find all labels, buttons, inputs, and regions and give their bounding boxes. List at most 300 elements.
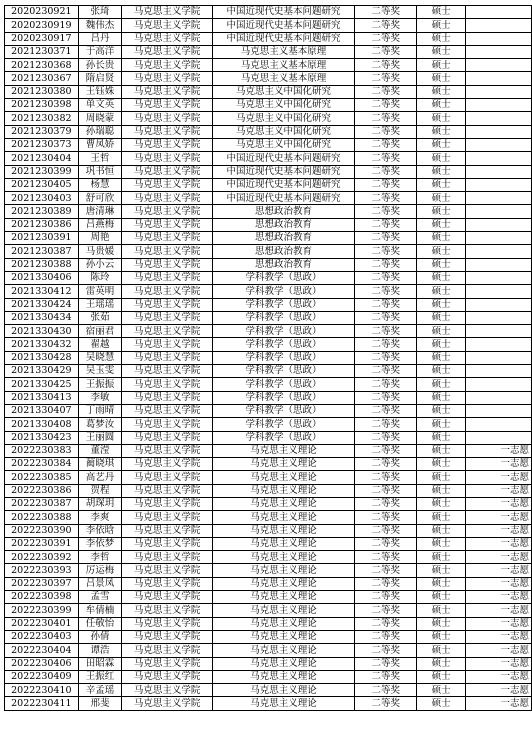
name-cell: 吕景凤 bbox=[78, 577, 122, 590]
major-cell: 马克思主义理论 bbox=[212, 670, 354, 683]
major-cell: 马克思主义基本原理 bbox=[212, 72, 354, 85]
note-cell bbox=[465, 165, 531, 178]
college-cell: 马克思主义学院 bbox=[122, 604, 212, 617]
degree-cell: 硕士 bbox=[417, 351, 465, 364]
student-id-cell: 2022230393 bbox=[5, 564, 79, 577]
table-row bbox=[5, 298, 532, 311]
name-cell: 李哲 bbox=[78, 551, 122, 564]
college-cell: 马克思主义学院 bbox=[122, 45, 212, 58]
major-cell: 马克思主义中国化研究 bbox=[212, 85, 354, 98]
name-cell: 雷英明 bbox=[78, 285, 122, 298]
major-cell: 学科教学（思政） bbox=[212, 404, 354, 417]
table-row bbox=[5, 458, 532, 471]
name-cell: 单文英 bbox=[78, 99, 122, 112]
table-row bbox=[5, 178, 532, 191]
student-id-cell: 2022230410 bbox=[5, 684, 79, 697]
college-cell: 马克思主义学院 bbox=[122, 218, 212, 231]
college-cell: 马克思主义学院 bbox=[122, 684, 212, 697]
degree-cell: 硕士 bbox=[417, 311, 465, 324]
table-row bbox=[5, 657, 532, 670]
college-cell: 马克思主义学院 bbox=[122, 85, 212, 98]
college-cell: 马克思主义学院 bbox=[122, 471, 212, 484]
table-row bbox=[5, 684, 532, 697]
note-cell bbox=[465, 418, 531, 431]
note-cell bbox=[465, 19, 531, 32]
name-cell: 王钰姝 bbox=[78, 85, 122, 98]
note-cell bbox=[465, 311, 531, 324]
college-cell: 马克思主义学院 bbox=[122, 511, 212, 524]
table-row bbox=[5, 192, 532, 205]
table-row bbox=[5, 418, 532, 431]
student-id-cell: 2022230388 bbox=[5, 511, 79, 524]
table-row bbox=[5, 391, 532, 404]
degree-cell: 硕士 bbox=[417, 644, 465, 657]
student-id-cell: 2020230919 bbox=[5, 19, 79, 32]
college-cell: 马克思主义学院 bbox=[122, 325, 212, 338]
award-cell: 二等奖 bbox=[355, 19, 417, 32]
major-cell: 学科教学（思政） bbox=[212, 391, 354, 404]
table-row bbox=[5, 258, 532, 271]
table-row bbox=[5, 311, 532, 324]
award-cell: 二等奖 bbox=[355, 617, 417, 630]
major-cell: 学科教学（思政） bbox=[212, 378, 354, 391]
college-cell: 马克思主义学院 bbox=[122, 591, 212, 604]
college-cell: 马克思主义学院 bbox=[122, 497, 212, 510]
college-cell: 马克思主义学院 bbox=[122, 697, 212, 710]
major-cell: 马克思主义理论 bbox=[212, 564, 354, 577]
degree-cell: 硕士 bbox=[417, 85, 465, 98]
major-cell: 马克思主义理论 bbox=[212, 577, 354, 590]
award-cell: 二等奖 bbox=[355, 45, 417, 58]
student-id-cell: 2022230386 bbox=[5, 484, 79, 497]
name-cell: 隋启贤 bbox=[78, 72, 122, 85]
student-id-cell: 2022230404 bbox=[5, 644, 79, 657]
degree-cell: 硕士 bbox=[417, 670, 465, 683]
note-cell bbox=[465, 72, 531, 85]
degree-cell: 硕士 bbox=[417, 19, 465, 32]
note-cell bbox=[465, 365, 531, 378]
student-id-cell: 2021230398 bbox=[5, 99, 79, 112]
table-row bbox=[5, 577, 532, 590]
college-cell: 马克思主义学院 bbox=[122, 484, 212, 497]
award-cell: 二等奖 bbox=[355, 85, 417, 98]
major-cell: 学科教学（思政） bbox=[212, 418, 354, 431]
award-cell: 二等奖 bbox=[355, 138, 417, 151]
award-cell: 二等奖 bbox=[355, 6, 417, 19]
note-cell bbox=[465, 112, 531, 125]
note-cell: 一志愿 bbox=[465, 577, 531, 590]
degree-cell: 硕士 bbox=[417, 178, 465, 191]
name-cell: 孙倩 bbox=[78, 630, 122, 643]
major-cell: 马克思主义理论 bbox=[212, 617, 354, 630]
student-id-cell: 2021330424 bbox=[5, 298, 79, 311]
table-row bbox=[5, 378, 532, 391]
table-row bbox=[5, 431, 532, 444]
note-cell: 一志愿 bbox=[465, 670, 531, 683]
table-row bbox=[5, 617, 532, 630]
degree-cell: 硕士 bbox=[417, 152, 465, 165]
note-cell bbox=[465, 125, 531, 138]
note-cell bbox=[465, 298, 531, 311]
student-id-cell: 2022230385 bbox=[5, 471, 79, 484]
degree-cell: 硕士 bbox=[417, 218, 465, 231]
degree-cell: 硕士 bbox=[417, 444, 465, 457]
name-cell: 邢斐 bbox=[78, 697, 122, 710]
college-cell: 马克思主义学院 bbox=[122, 59, 212, 72]
award-cell: 二等奖 bbox=[355, 245, 417, 258]
table-row bbox=[5, 19, 532, 32]
degree-cell: 硕士 bbox=[417, 138, 465, 151]
college-cell: 马克思主义学院 bbox=[122, 205, 212, 218]
student-id-cell: 2022230384 bbox=[5, 458, 79, 471]
degree-cell: 硕士 bbox=[417, 205, 465, 218]
college-cell: 马克思主义学院 bbox=[122, 458, 212, 471]
table-row bbox=[5, 644, 532, 657]
degree-cell: 硕士 bbox=[417, 245, 465, 258]
degree-cell: 硕士 bbox=[417, 125, 465, 138]
degree-cell: 硕士 bbox=[417, 657, 465, 670]
note-cell bbox=[465, 32, 531, 45]
note-cell: 一志愿 bbox=[465, 644, 531, 657]
note-cell: 一志愿 bbox=[465, 511, 531, 524]
award-cell: 二等奖 bbox=[355, 444, 417, 457]
note-cell bbox=[465, 245, 531, 258]
major-cell: 马克思主义中国化研究 bbox=[212, 99, 354, 112]
name-cell: 胡琛玥 bbox=[78, 497, 122, 510]
table-row bbox=[5, 365, 532, 378]
major-cell: 学科教学（思政） bbox=[212, 431, 354, 444]
degree-cell: 硕士 bbox=[417, 298, 465, 311]
name-cell: 田昭霖 bbox=[78, 657, 122, 670]
table-row bbox=[5, 165, 532, 178]
name-cell: 董滢 bbox=[78, 444, 122, 457]
college-cell: 马克思主义学院 bbox=[122, 418, 212, 431]
degree-cell: 硕士 bbox=[417, 285, 465, 298]
note-cell bbox=[465, 325, 531, 338]
college-cell: 马克思主义学院 bbox=[122, 431, 212, 444]
college-cell: 马克思主义学院 bbox=[122, 391, 212, 404]
table-row bbox=[5, 591, 532, 604]
student-id-cell: 2021230379 bbox=[5, 125, 79, 138]
college-cell: 马克思主义学院 bbox=[122, 258, 212, 271]
degree-cell: 硕士 bbox=[417, 697, 465, 710]
degree-cell: 硕士 bbox=[417, 271, 465, 284]
award-cell: 二等奖 bbox=[355, 537, 417, 550]
major-cell: 马克思主义中国化研究 bbox=[212, 112, 354, 125]
award-cell: 二等奖 bbox=[355, 218, 417, 231]
major-cell: 马克思主义理论 bbox=[212, 630, 354, 643]
name-cell: 于高洋 bbox=[78, 45, 122, 58]
name-cell: 吕燕梅 bbox=[78, 218, 122, 231]
major-cell: 马克思主义理论 bbox=[212, 484, 354, 497]
table-row bbox=[5, 45, 532, 58]
note-cell: 一志愿 bbox=[465, 458, 531, 471]
note-cell bbox=[465, 285, 531, 298]
table-row bbox=[5, 697, 532, 710]
award-cell: 二等奖 bbox=[355, 258, 417, 271]
table-row bbox=[5, 285, 532, 298]
name-cell: 高艺丹 bbox=[78, 471, 122, 484]
note-cell: 一志愿 bbox=[465, 444, 531, 457]
note-cell bbox=[465, 378, 531, 391]
award-cell: 二等奖 bbox=[355, 604, 417, 617]
award-cell: 二等奖 bbox=[355, 178, 417, 191]
degree-cell: 硕士 bbox=[417, 378, 465, 391]
award-cell: 二等奖 bbox=[355, 644, 417, 657]
name-cell: 翟越 bbox=[78, 338, 122, 351]
name-cell: 李爽 bbox=[78, 511, 122, 524]
note-cell bbox=[465, 271, 531, 284]
name-cell: 魏伟杰 bbox=[78, 19, 122, 32]
table-row bbox=[5, 351, 532, 364]
major-cell: 思想政治教育 bbox=[212, 245, 354, 258]
college-cell: 马克思主义学院 bbox=[122, 338, 212, 351]
table-row bbox=[5, 138, 532, 151]
table-row bbox=[5, 511, 532, 524]
major-cell: 马克思主义理论 bbox=[212, 644, 354, 657]
degree-cell: 硕士 bbox=[417, 551, 465, 564]
name-cell: 王哲 bbox=[78, 152, 122, 165]
table-row bbox=[5, 484, 532, 497]
major-cell: 中国近现代史基本问题研究 bbox=[212, 32, 354, 45]
award-cell: 二等奖 bbox=[355, 657, 417, 670]
name-cell: 贺程 bbox=[78, 484, 122, 497]
student-id-cell: 2022230411 bbox=[5, 697, 79, 710]
major-cell: 马克思主义理论 bbox=[212, 604, 354, 617]
degree-cell: 硕士 bbox=[417, 258, 465, 271]
degree-cell: 硕士 bbox=[417, 524, 465, 537]
name-cell: 任敬怡 bbox=[78, 617, 122, 630]
award-cell: 二等奖 bbox=[355, 418, 417, 431]
major-cell: 学科教学（思政） bbox=[212, 365, 354, 378]
table-row bbox=[5, 232, 532, 245]
major-cell: 中国近现代史基本问题研究 bbox=[212, 192, 354, 205]
award-cell: 二等奖 bbox=[355, 458, 417, 471]
table-row bbox=[5, 444, 532, 457]
award-cell: 二等奖 bbox=[355, 125, 417, 138]
award-cell: 二等奖 bbox=[355, 551, 417, 564]
major-cell: 马克思主义理论 bbox=[212, 471, 354, 484]
major-cell: 马克思主义理论 bbox=[212, 497, 354, 510]
award-cell: 二等奖 bbox=[355, 365, 417, 378]
name-cell: 牟倩楠 bbox=[78, 604, 122, 617]
name-cell: 王瑶瑶 bbox=[78, 298, 122, 311]
degree-cell: 硕士 bbox=[417, 418, 465, 431]
college-cell: 马克思主义学院 bbox=[122, 152, 212, 165]
name-cell: 张琦 bbox=[78, 6, 122, 19]
table-row bbox=[5, 152, 532, 165]
note-cell bbox=[465, 404, 531, 417]
name-cell: 孙长贵 bbox=[78, 59, 122, 72]
note-cell bbox=[465, 99, 531, 112]
degree-cell: 硕士 bbox=[417, 32, 465, 45]
college-cell: 马克思主义学院 bbox=[122, 138, 212, 151]
student-id-cell: 2022230406 bbox=[5, 657, 79, 670]
degree-cell: 硕士 bbox=[417, 338, 465, 351]
student-id-cell: 2021330430 bbox=[5, 325, 79, 338]
note-cell bbox=[465, 258, 531, 271]
table-row bbox=[5, 524, 532, 537]
note-cell bbox=[465, 138, 531, 151]
college-cell: 马克思主义学院 bbox=[122, 524, 212, 537]
degree-cell: 硕士 bbox=[417, 192, 465, 205]
note-cell bbox=[465, 178, 531, 191]
note-cell bbox=[465, 338, 531, 351]
major-cell: 马克思主义理论 bbox=[212, 657, 354, 670]
student-id-cell: 2021230389 bbox=[5, 205, 79, 218]
student-id-cell: 2022230397 bbox=[5, 577, 79, 590]
student-id-cell: 2022230399 bbox=[5, 604, 79, 617]
student-id-cell: 2021230399 bbox=[5, 165, 79, 178]
name-cell: 葛梦汝 bbox=[78, 418, 122, 431]
name-cell: 曹凤娇 bbox=[78, 138, 122, 151]
major-cell: 学科教学（思政） bbox=[212, 311, 354, 324]
name-cell: 王振振 bbox=[78, 378, 122, 391]
note-cell bbox=[465, 391, 531, 404]
award-cell: 二等奖 bbox=[355, 697, 417, 710]
award-cell: 二等奖 bbox=[355, 684, 417, 697]
table-row bbox=[5, 338, 532, 351]
note-cell: 一志愿 bbox=[465, 617, 531, 630]
table-row bbox=[5, 271, 532, 284]
student-id-cell: 2021330413 bbox=[5, 391, 79, 404]
college-cell: 马克思主义学院 bbox=[122, 378, 212, 391]
name-cell: 丁雨晴 bbox=[78, 404, 122, 417]
student-id-cell: 2021330434 bbox=[5, 311, 79, 324]
table-row bbox=[5, 564, 532, 577]
award-list-table bbox=[4, 5, 532, 711]
college-cell: 马克思主义学院 bbox=[122, 537, 212, 550]
note-cell: 一志愿 bbox=[465, 471, 531, 484]
college-cell: 马克思主义学院 bbox=[122, 99, 212, 112]
major-cell: 中国近现代史基本问题研究 bbox=[212, 165, 354, 178]
student-id-cell: 2021230387 bbox=[5, 245, 79, 258]
college-cell: 马克思主义学院 bbox=[122, 657, 212, 670]
major-cell: 中国近现代史基本问题研究 bbox=[212, 152, 354, 165]
name-cell: 宿丽君 bbox=[78, 325, 122, 338]
student-id-cell: 2021330425 bbox=[5, 378, 79, 391]
award-cell: 二等奖 bbox=[355, 564, 417, 577]
student-id-cell: 2022230392 bbox=[5, 551, 79, 564]
student-id-cell: 2021230391 bbox=[5, 232, 79, 245]
major-cell: 马克思主义理论 bbox=[212, 444, 354, 457]
major-cell: 马克思主义理论 bbox=[212, 551, 354, 564]
major-cell: 思想政治教育 bbox=[212, 205, 354, 218]
note-cell bbox=[465, 152, 531, 165]
degree-cell: 硕士 bbox=[417, 232, 465, 245]
student-id-cell: 2021230405 bbox=[5, 178, 79, 191]
name-cell: 吴晓慧 bbox=[78, 351, 122, 364]
award-cell: 二等奖 bbox=[355, 112, 417, 125]
student-id-cell: 2021230380 bbox=[5, 85, 79, 98]
table-row bbox=[5, 670, 532, 683]
degree-cell: 硕士 bbox=[417, 165, 465, 178]
table-row bbox=[5, 125, 532, 138]
award-cell: 二等奖 bbox=[355, 497, 417, 510]
student-id-cell: 2022230391 bbox=[5, 537, 79, 550]
award-cell: 二等奖 bbox=[355, 325, 417, 338]
award-cell: 二等奖 bbox=[355, 165, 417, 178]
table-row bbox=[5, 245, 532, 258]
degree-cell: 硕士 bbox=[417, 484, 465, 497]
degree-cell: 硕士 bbox=[417, 471, 465, 484]
major-cell: 学科教学（思政） bbox=[212, 285, 354, 298]
major-cell: 中国近现代史基本问题研究 bbox=[212, 19, 354, 32]
award-cell: 二等奖 bbox=[355, 378, 417, 391]
name-cell: 谭浩 bbox=[78, 644, 122, 657]
major-cell: 学科教学（思政） bbox=[212, 351, 354, 364]
name-cell: 吴玉雯 bbox=[78, 365, 122, 378]
name-cell: 辛孟瑶 bbox=[78, 684, 122, 697]
note-cell: 一志愿 bbox=[465, 697, 531, 710]
note-cell: 一志愿 bbox=[465, 497, 531, 510]
college-cell: 马克思主义学院 bbox=[122, 564, 212, 577]
student-id-cell: 2021330412 bbox=[5, 285, 79, 298]
college-cell: 马克思主义学院 bbox=[122, 285, 212, 298]
student-id-cell: 2022230387 bbox=[5, 497, 79, 510]
degree-cell: 硕士 bbox=[417, 99, 465, 112]
degree-cell: 硕士 bbox=[417, 6, 465, 19]
major-cell: 马克思主义基本原理 bbox=[212, 45, 354, 58]
name-cell: 蔺晓琪 bbox=[78, 458, 122, 471]
award-cell: 二等奖 bbox=[355, 670, 417, 683]
table-row bbox=[5, 112, 532, 125]
name-cell: 孙小云 bbox=[78, 258, 122, 271]
student-id-cell: 2021330428 bbox=[5, 351, 79, 364]
name-cell: 陈玲 bbox=[78, 271, 122, 284]
award-cell: 二等奖 bbox=[355, 524, 417, 537]
table-row bbox=[5, 497, 532, 510]
table-row bbox=[5, 32, 532, 45]
table-row bbox=[5, 325, 532, 338]
award-cell: 二等奖 bbox=[355, 271, 417, 284]
note-cell bbox=[465, 205, 531, 218]
degree-cell: 硕士 bbox=[417, 404, 465, 417]
student-id-cell: 2021230382 bbox=[5, 112, 79, 125]
note-cell: 一志愿 bbox=[465, 564, 531, 577]
award-cell: 二等奖 bbox=[355, 471, 417, 484]
name-cell: 厉运梅 bbox=[78, 564, 122, 577]
college-cell: 马克思主义学院 bbox=[122, 617, 212, 630]
name-cell: 孟雪 bbox=[78, 591, 122, 604]
name-cell: 吕丹 bbox=[78, 32, 122, 45]
major-cell: 马克思主义理论 bbox=[212, 697, 354, 710]
student-id-cell: 2021230373 bbox=[5, 138, 79, 151]
table-row bbox=[5, 604, 532, 617]
name-cell: 李依晗 bbox=[78, 524, 122, 537]
student-id-cell: 2021230386 bbox=[5, 218, 79, 231]
major-cell: 马克思主义理论 bbox=[212, 537, 354, 550]
award-cell: 二等奖 bbox=[355, 205, 417, 218]
note-cell: 一志愿 bbox=[465, 591, 531, 604]
note-cell: 一志愿 bbox=[465, 484, 531, 497]
table-row bbox=[5, 72, 532, 85]
name-cell: 杨慧 bbox=[78, 178, 122, 191]
award-cell: 二等奖 bbox=[355, 391, 417, 404]
award-cell: 二等奖 bbox=[355, 311, 417, 324]
student-id-cell: 2021330432 bbox=[5, 338, 79, 351]
note-cell bbox=[465, 431, 531, 444]
student-id-cell: 2021330406 bbox=[5, 271, 79, 284]
college-cell: 马克思主义学院 bbox=[122, 271, 212, 284]
college-cell: 马克思主义学院 bbox=[122, 32, 212, 45]
student-id-cell: 2022230390 bbox=[5, 524, 79, 537]
college-cell: 马克思主义学院 bbox=[122, 630, 212, 643]
college-cell: 马克思主义学院 bbox=[122, 112, 212, 125]
college-cell: 马克思主义学院 bbox=[122, 178, 212, 191]
award-cell: 二等奖 bbox=[355, 152, 417, 165]
student-id-cell: 2021330408 bbox=[5, 418, 79, 431]
